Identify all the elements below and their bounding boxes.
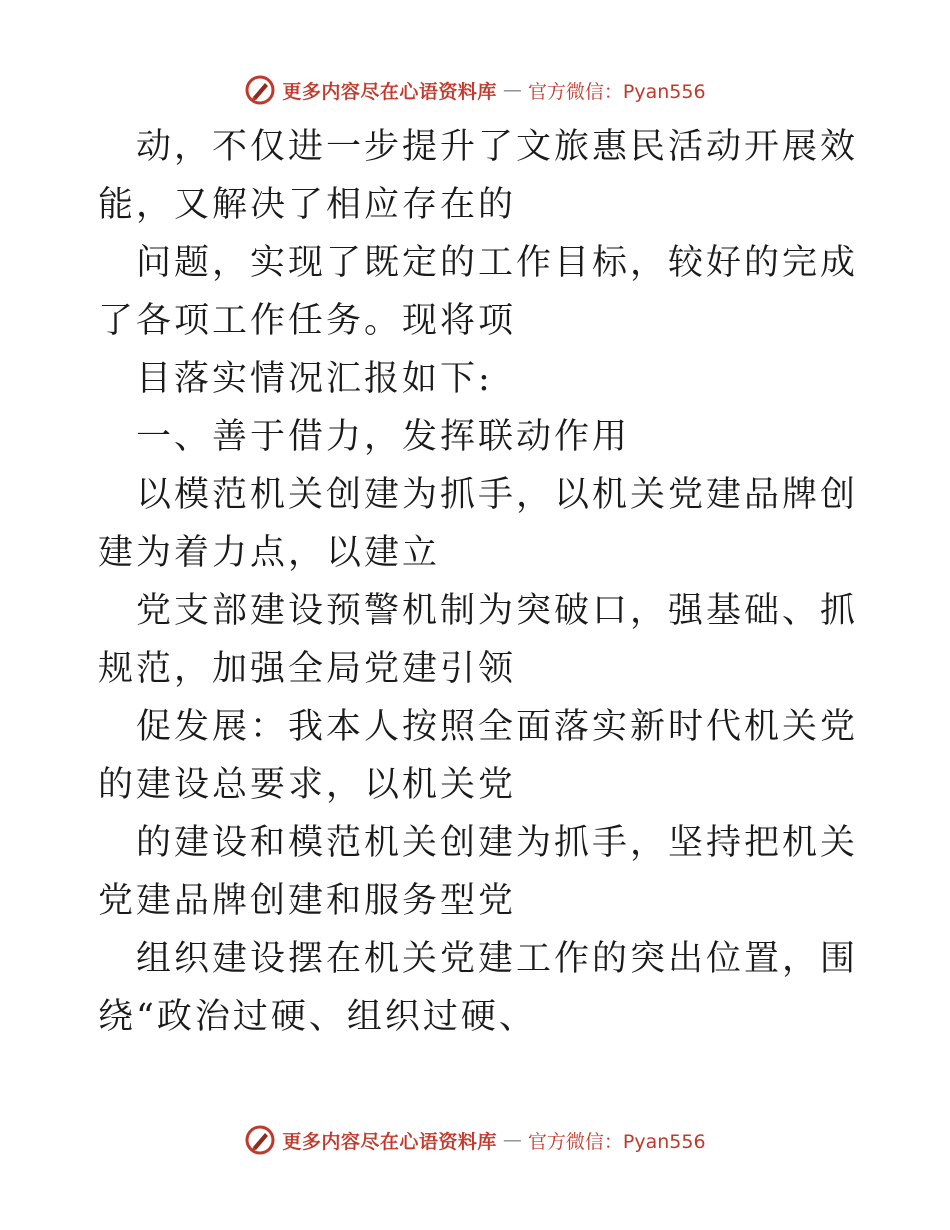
- header-watermark: [0, 70, 950, 110]
- pen-circle-logo-icon: [244, 1124, 276, 1156]
- paragraph: 的建设和模范机关创建为抓手，坚持把机关党建品牌创建和服务型党: [98, 823, 859, 921]
- footer-watermark: [0, 1120, 950, 1160]
- paragraph: 问题，实现了既定的工作目标，较好的完成了各项工作任务。现将项: [98, 243, 859, 341]
- paragraph: 组织建设摆在机关党建工作的突出位置，围绕“政治过硬、组织过硬、: [98, 939, 859, 1037]
- watermark-label: 更多内容尽在心语资料库: [282, 1130, 497, 1153]
- paragraph: 党支部建设预警机制为突破口，强基础、抓规范，加强全局党建引领: [98, 591, 859, 689]
- paragraph: 以模范机关创建为抓手，以机关党建品牌创建为着力点，以建立: [98, 475, 859, 573]
- paragraph: 动，不仅进一步提升了文旅惠民活动开展效能，又解决了相应存在的: [98, 127, 859, 225]
- watermark-contact: 官方微信：Pyan556: [527, 1130, 706, 1153]
- pen-circle-logo-icon: [244, 74, 276, 106]
- watermark-separator: —: [502, 1129, 522, 1151]
- watermark-label: 更多内容尽在心语资料库: [282, 80, 497, 103]
- section-heading: 一、善于借力，发挥联动作用: [136, 417, 631, 457]
- watermark-separator: —: [502, 79, 522, 101]
- paragraph: 目落实情况汇报如下:: [136, 359, 493, 399]
- document-body: [98, 118, 858, 1046]
- paragraph: 促发展：我本人按照全面落实新时代机关党的建设总要求，以机关党: [98, 707, 859, 805]
- watermark-contact: 官方微信：Pyan556: [527, 80, 706, 103]
